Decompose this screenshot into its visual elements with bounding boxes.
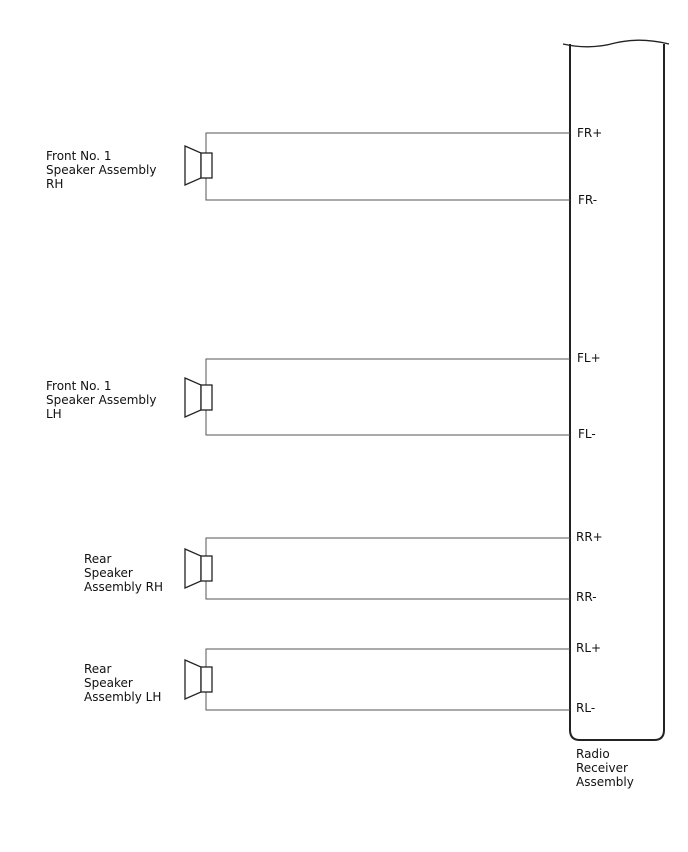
speaker-label	[84, 662, 161, 704]
wire-plus	[206, 649, 570, 667]
speaker-label	[84, 552, 163, 594]
speaker-magnet-icon	[201, 153, 212, 178]
speaker-magnet-icon	[201, 556, 212, 581]
speaker-cone-icon	[185, 378, 201, 417]
speaker-label-line: RH	[46, 177, 64, 191]
speaker-label-line: Front No. 1	[46, 149, 112, 163]
receiver-label-line: Assembly	[576, 775, 634, 789]
terminal-label-minus: RR-	[576, 590, 597, 604]
wire-plus	[206, 359, 570, 385]
receiver-label	[576, 747, 634, 789]
speaker-label-line: LH	[46, 407, 62, 421]
terminal-label-minus: FL-	[578, 427, 596, 441]
speaker-magnet-icon	[201, 667, 212, 692]
terminal-label-plus: FR+	[577, 126, 603, 140]
speaker-label-line: Speaker	[84, 676, 133, 690]
speaker-label-line: Rear	[84, 552, 112, 566]
wire-minus	[206, 692, 570, 710]
speaker-label-line: Rear	[84, 662, 112, 676]
terminal-label-plus: RR+	[576, 530, 603, 544]
wire-plus	[206, 133, 570, 153]
terminal-label-plus: RL+	[576, 641, 602, 655]
speaker-label	[46, 379, 160, 421]
wire-plus	[206, 538, 570, 556]
speaker-label-line: Speaker	[84, 566, 133, 580]
radio-receiver-assembly	[563, 40, 669, 789]
receiver-body-outline	[570, 44, 664, 740]
speaker-label-line: Assembly LH	[84, 690, 162, 704]
speaker-circuit-rear-lh	[84, 641, 601, 715]
wire-minus	[206, 581, 570, 599]
speaker-cone-icon	[185, 146, 201, 185]
speaker-circuit-rear-rh	[84, 530, 603, 604]
terminal-label-plus: FL+	[577, 351, 601, 365]
wire-minus	[206, 410, 570, 435]
receiver-break-line	[563, 40, 669, 47]
speaker-circuit-front-rh	[46, 126, 602, 207]
speaker-label-line: Assembly RH	[84, 580, 164, 594]
speaker-label-line: Speaker Assembly	[46, 163, 157, 177]
speaker-circuit-front-lh	[46, 351, 601, 441]
speaker-label-line: Front No. 1	[46, 379, 112, 393]
terminal-label-minus: FR-	[578, 193, 598, 207]
receiver-label-line: Receiver	[576, 761, 628, 775]
speaker-magnet-icon	[201, 385, 212, 410]
receiver-label-line: Radio	[576, 747, 610, 761]
wire-minus	[206, 178, 570, 200]
terminal-label-minus: RL-	[576, 701, 596, 715]
speaker-label	[46, 149, 160, 191]
speaker-label-line: Speaker Assembly	[46, 393, 157, 407]
speaker-cone-icon	[185, 549, 201, 588]
speaker-cone-icon	[185, 660, 201, 699]
